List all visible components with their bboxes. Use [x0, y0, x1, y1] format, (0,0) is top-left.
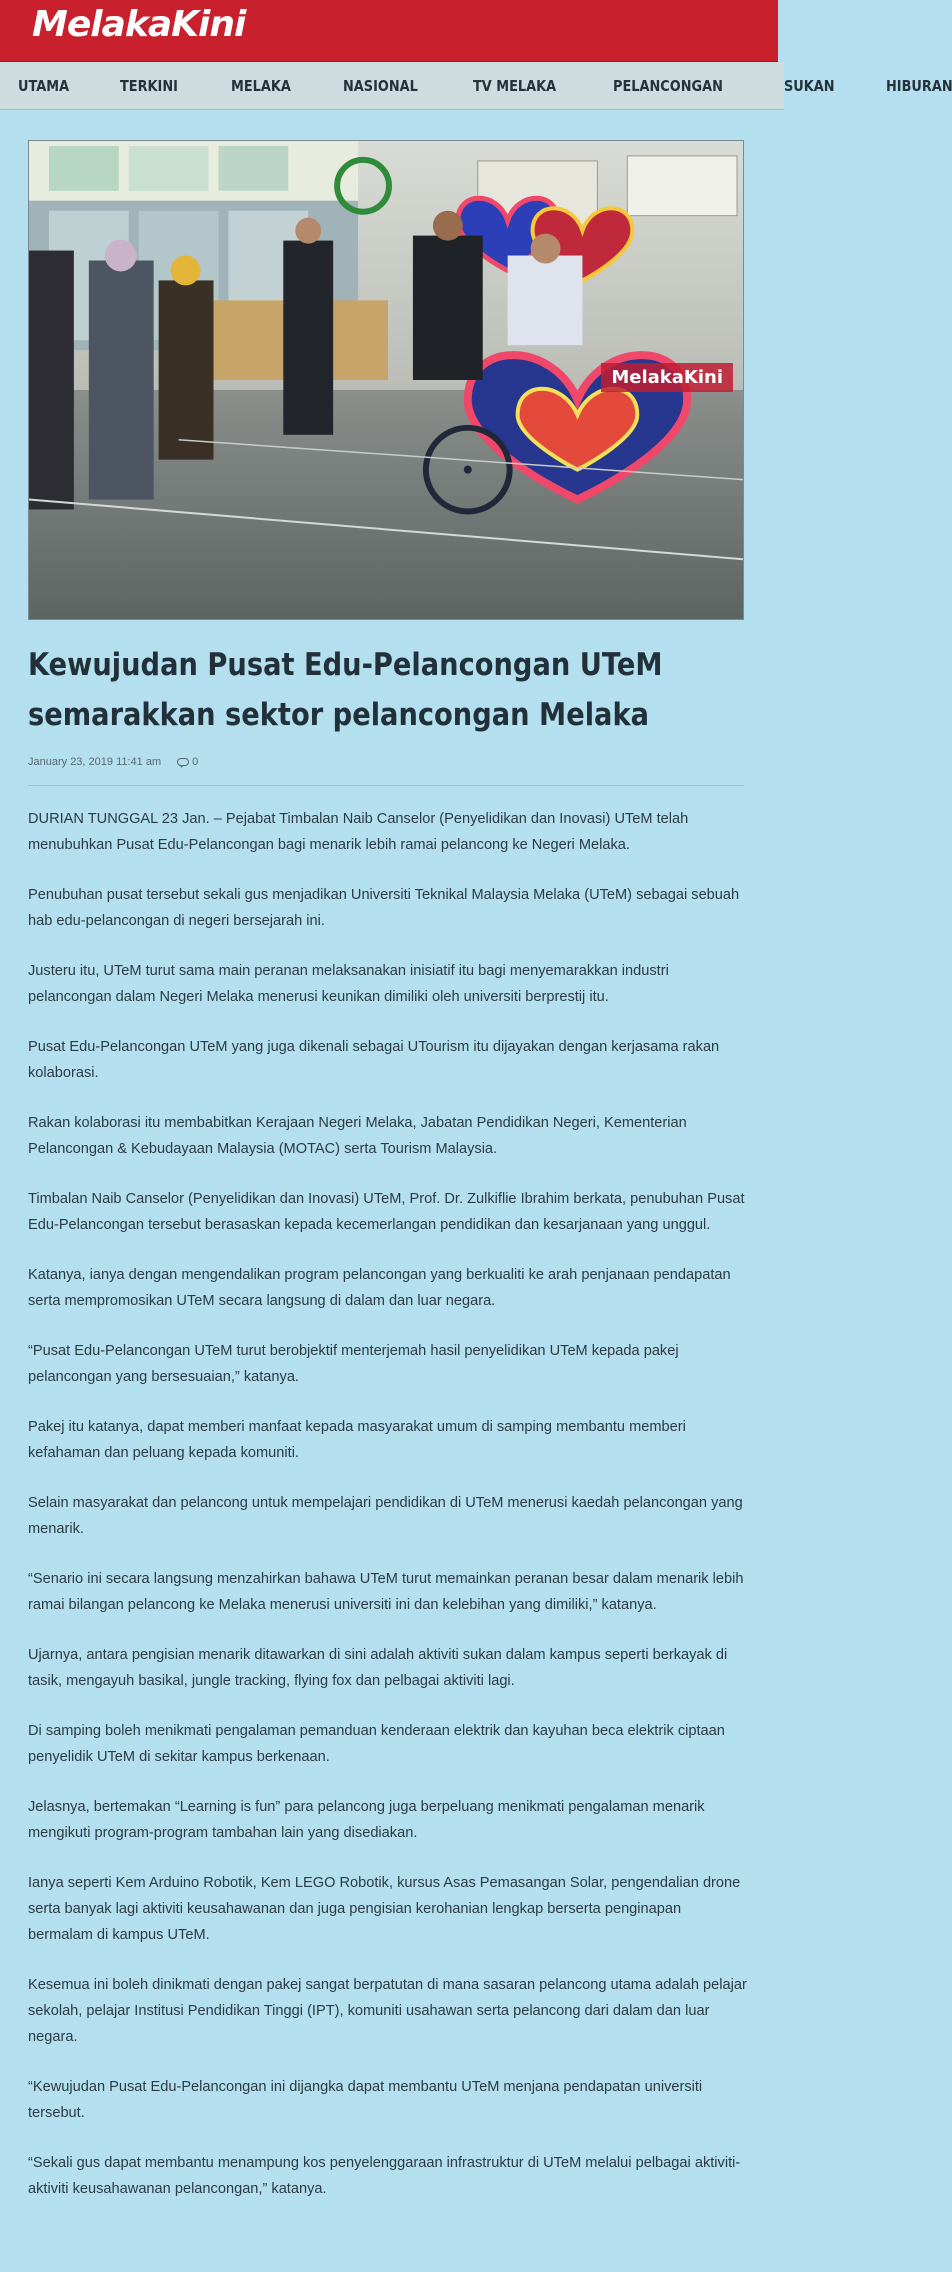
comment-count[interactable]	[177, 756, 198, 768]
paragraph: Ianya seperti Kem Arduino Robotik, Kem LEGO Robotik, kursus Asas Pemasangan Solar, pengendalian drone serta banyak lagi aktiviti keusahawanan dan juga pengisian kerohanian lengkap berserta penginapan bermalam di kampus UTeM.	[28, 1875, 741, 1943]
site-logo[interactable]: MelakaKini	[32, 4, 246, 45]
featured-photo	[28, 140, 744, 620]
paragraph: DURIAN TUNGGAL 23 Jan. – Pejabat Timbalan Naib Canselor (Penyelidikan dan Inovasi) UTeM telah menubuhkan Pusat Edu-Pelancongan bagi menarik lebih ramai pelancong ke Negeri Melaka.	[28, 811, 689, 853]
comment-count-value: 0	[192, 756, 199, 768]
paragraph: Rakan kolaborasi itu membabitkan Kerajaan Negeri Melaka, Jabatan Pendidikan Negeri, Kementerian Pelancongan & Kebudayaan Malaysia (MOTAC) serta Tourism Malaysia.	[28, 1115, 687, 1157]
paragraph: “Sekali gus dapat membantu menampung kos penyelenggaraan infrastruktur di UTeM melalui pelbagai aktiviti-aktiviti keusahawanan pelancongan,” katanya.	[28, 2155, 741, 2197]
paragraph: Justeru itu, UTeM turut sama main peranan melaksanakan inisiatif itu bagi menyemarakkan industri pelancongan dalam Negeri Melaka menerusi keunikan dimiliki oleh universiti berprestij itu.	[28, 963, 669, 1005]
article-meta	[28, 756, 744, 786]
paragraph: Katanya, ianya dengan mengendalikan program pelancongan yang berkualiti ke arah penjanaan pendapatan serta mempromosikan UTeM secara langsung di dalam dan luar negara.	[28, 1267, 731, 1309]
paragraph: “Senario ini secara langsung menzahirkan bahawa UTeM turut memainkan peranan besar dalam menarik lebih ramai bilangan pelancong ke Melaka menerusi universiti ini dan kelebihan yang dimiliki,” katanya.	[28, 1571, 744, 1613]
photo-watermark: MelakaKini	[601, 363, 733, 392]
nav-item-hiburan[interactable]: HIBURAN	[885, 76, 952, 95]
paragraph: Penubuhan pusat tersebut sekali gus menjadikan Universiti Teknikal Malaysia Melaka (UTeM) sebagai sebuah hab edu-pelancongan di negeri bersejarah ini.	[28, 887, 740, 929]
article-date: January 23, 2019 11:41 am	[28, 756, 162, 768]
paragraph: Jelasnya, bertemakan “Learning is fun” para pelancong juga berpeluang menikmati pengalaman menarik mengikuti program-program tambahan lain yang disediakan.	[28, 1799, 705, 1841]
article-body	[28, 806, 748, 2226]
site-header	[0, 0, 778, 62]
main-nav	[0, 62, 952, 110]
paragraph: “Pusat Edu-Pelancongan UTeM turut berobjektif menterjemah hasil penyelidikan UTeM kepada pakej pelancongan yang bersesuaian,” katanya.	[28, 1343, 679, 1385]
paragraph: Selain masyarakat dan pelancong untuk mempelajari pendidikan di UTeM menerusi kaedah pelancongan yang menarik.	[28, 1495, 743, 1537]
nav-item-utama[interactable]: UTAMA	[18, 76, 70, 95]
nav-item-melaka[interactable]: MELAKA	[230, 76, 291, 95]
nav-item-sukan[interactable]: SUKAN	[783, 76, 835, 95]
nav-item-terkini[interactable]: TERKINI	[120, 76, 179, 95]
paragraph: Pusat Edu-Pelancongan UTeM yang juga dikenali sebagai UTourism itu dijayakan dengan kerjasama rakan kolaborasi.	[28, 1039, 720, 1081]
paragraph: Timbalan Naib Canselor (Penyelidikan dan Inovasi) UTeM, Prof. Dr. Zulkiflie Ibrahim berkata, penubuhan Pusat Edu-Pelancongan tersebut berasaskan kepada kecemerlangan pendidikan dan kesarjanaan yang unggul.	[28, 1191, 745, 1233]
paragraph: “Kewujudan Pusat Edu-Pelancongan ini dijangka dapat membantu UTeM menjana pendapatan universiti tersebut.	[28, 2079, 703, 2121]
paragraph: Di samping boleh menikmati pengalaman pemanduan kenderaan elektrik dan kayuhan beca elektrik ciptaan penyelidik UTeM di sekitar kampus berkenaan.	[28, 1723, 725, 1765]
nav-item-pelancongan[interactable]: PELANCONGAN	[613, 76, 723, 95]
nav-item-nasional[interactable]: NASIONAL	[343, 76, 419, 95]
article-title: Kewujudan Pusat Edu-Pelancongan UTeM semarakkan sektor pelancongan Melaka	[28, 647, 663, 733]
paragraph: Ujarnya, antara pengisian menarik ditawarkan di sini adalah aktiviti sukan dalam kampus seperti berkayak di tasik, mengayuh basikal, jungle tracking, flying fox dan pelbagai aktiviti lagi.	[28, 1647, 728, 1689]
nav-item-tv-melaka[interactable]: TV MELAKA	[473, 76, 557, 95]
comment-bubble-icon	[177, 758, 189, 766]
paragraph: Pakej itu katanya, dapat memberi manfaat kepada masyarakat umum di samping membantu memberi kefahaman dan peluang kepada komuniti.	[28, 1419, 686, 1461]
paragraph: Kesemua ini boleh dinikmati dengan pakej sangat berpatutan di mana sasaran pelancong utama adalah pelajar sekolah, pelajar Institusi Pendidikan Tinggi (IPT), komuniti usahawan serta pelancong dari dalam dan luar negara.	[28, 1977, 747, 2045]
